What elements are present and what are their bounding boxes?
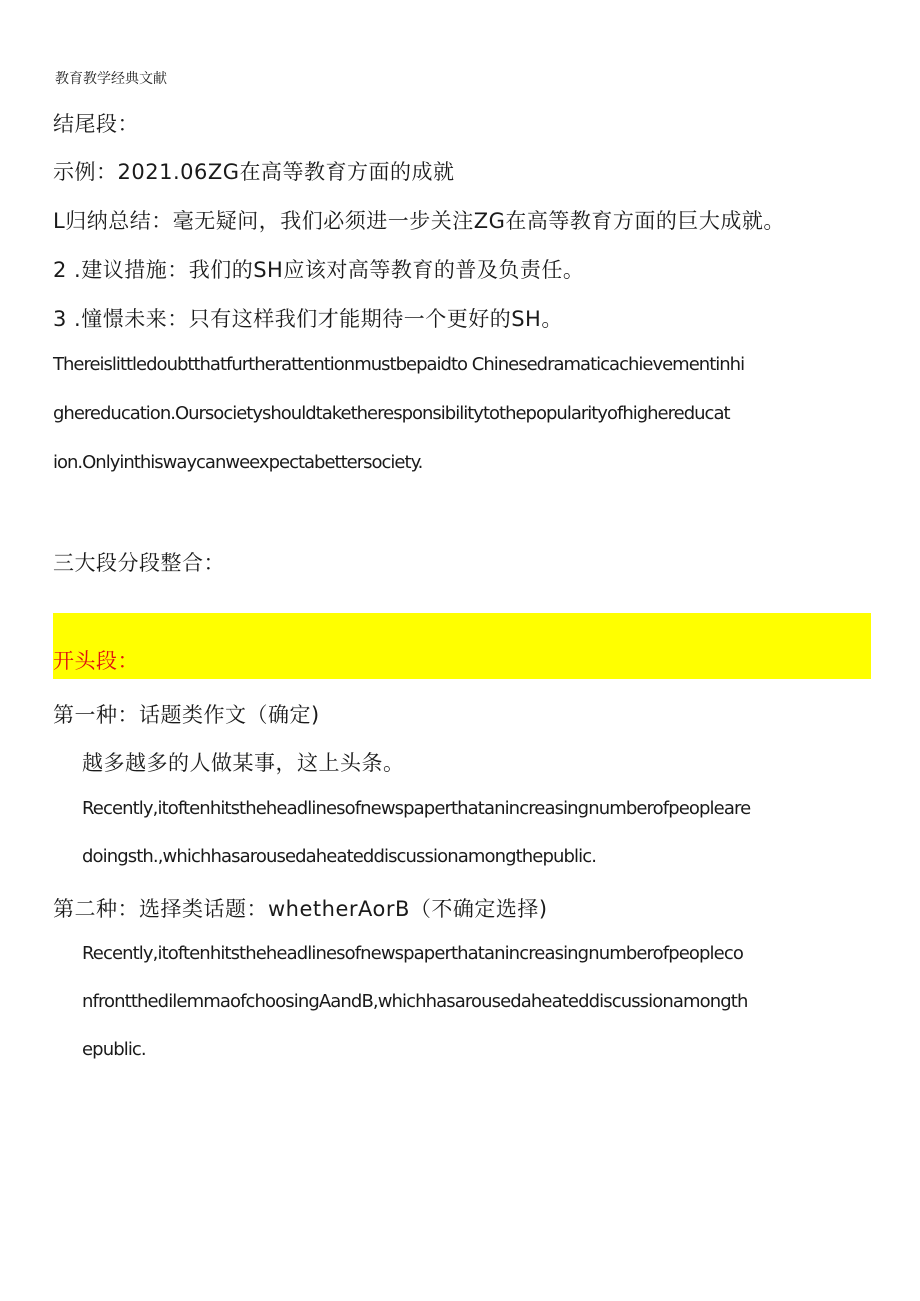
type1-title: 第一种：话题类作文（确定): [53, 703, 320, 727]
type1-english-line-2: doingsth.,whichhasarousedaheateddiscussionamongthepublic.: [82, 846, 597, 867]
type1-chinese-line: 越多越多的人做某事，这上头条。: [82, 751, 405, 775]
type2-english-line-2: nfrontthedilemmaofchoosingAandB,whichhasarousedaheateddiscussionamongth: [82, 991, 748, 1012]
opening-heading: 开头段：: [53, 649, 139, 673]
closing-point-3: 3 .憧憬未来：只有这样我们才能期待一个更好的SH。: [53, 307, 563, 331]
integration-heading: 三大段分段整合：: [53, 551, 225, 575]
closing-english-line-2: ghereducation.Oursocietyshouldtaketheresponsibilitytothepopularityofhighereducat: [53, 403, 730, 424]
closing-example: 示例：2021.06ZG在高等教育方面的成就: [53, 160, 455, 184]
opening-highlight-bar: [53, 613, 871, 679]
type2-english-line-3: epublic.: [82, 1039, 146, 1060]
type1-english-line-1: Recently,itoftenhitstheheadlinesofnewspaperthatanincreasingnumberofpeopleare: [82, 798, 751, 819]
document-source-label: 教育教学经典文献: [55, 71, 167, 87]
closing-point-2: 2 .建议措施：我们的SH应该对高等教育的普及负责任。: [53, 258, 585, 282]
type2-title: 第二种：选择类话题：whetherAorB（不确定选择): [53, 897, 548, 921]
closing-heading: 结尾段：: [53, 112, 139, 136]
type2-english-line-1: Recently,itoftenhitstheheadlinesofnewspaperthatanincreasingnumberofpeopleco: [82, 943, 743, 964]
closing-point-1: L归纳总结：毫无疑问，我们必须进一步关注ZG在高等教育方面的巨大成就。: [53, 209, 785, 233]
closing-english-line-1: Thereislittledoubtthatfurtherattentionmustbepaidto Chinesedramaticachievementinhi: [53, 354, 745, 375]
closing-english-line-3: ion.Onlyinthiswaycanweexpectabettersociety.: [53, 452, 423, 473]
